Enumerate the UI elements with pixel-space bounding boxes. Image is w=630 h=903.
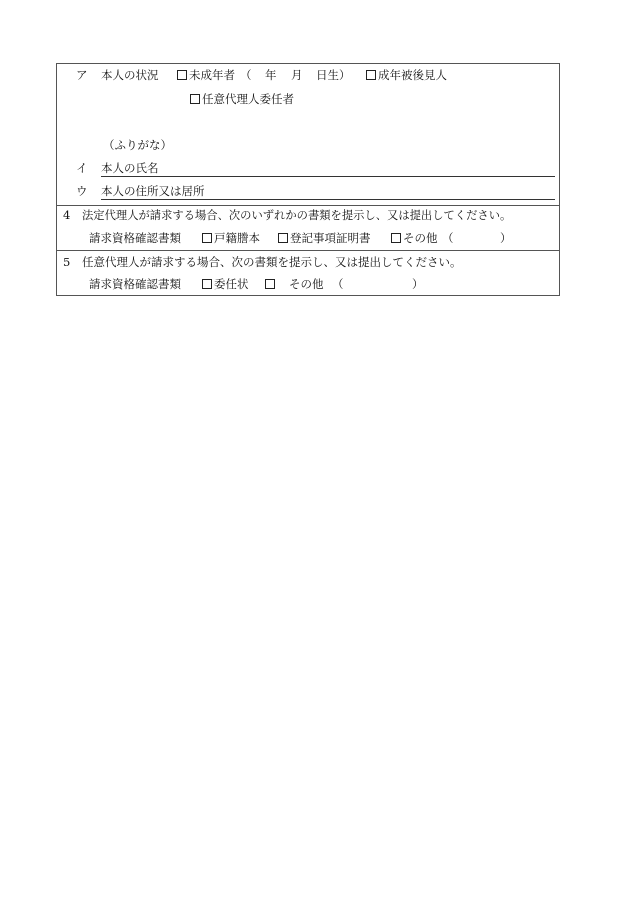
section-4-other-option-label: その他 — [403, 231, 438, 245]
birth-day-label: 日生） — [316, 68, 351, 82]
section-5-other-paren-close: ） — [412, 277, 424, 291]
address-field-underline[interactable] — [101, 199, 555, 200]
registry-certificate-option[interactable] — [278, 233, 371, 245]
section-4-doc-label: 請求資格確認書類 — [89, 231, 181, 245]
section-divider — [57, 250, 559, 251]
section-i-label: 本人の氏名 — [101, 161, 159, 175]
furigana-label: （ふりがな） — [103, 138, 172, 152]
section-4-number: 4 — [63, 208, 71, 222]
birth-open-paren: （ — [240, 68, 252, 82]
family-register-option[interactable] — [202, 233, 260, 245]
family-register-option-label: 戸籍謄本 — [214, 231, 260, 245]
section-5-other-checkbox[interactable] — [265, 279, 275, 289]
registry-certificate-checkbox[interactable] — [278, 233, 288, 243]
adult-ward-option[interactable] — [366, 70, 447, 82]
power-of-attorney-option[interactable] — [202, 279, 249, 291]
section-a-marker: ア — [76, 68, 88, 82]
birth-month-label: 月 — [291, 68, 303, 82]
section-4-other-paren-open: （ — [442, 231, 454, 245]
minor-option[interactable] — [177, 70, 235, 82]
birth-year-label: 年 — [265, 68, 277, 82]
adult-ward-checkbox[interactable] — [366, 70, 376, 80]
power-of-attorney-checkbox[interactable] — [202, 279, 212, 289]
section-i-marker: イ — [76, 161, 88, 175]
section-5-other-option-label: その他 — [289, 277, 324, 291]
section-5-doc-label: 請求資格確認書類 — [89, 277, 181, 291]
registry-certificate-option-label: 登記事項証明書 — [290, 231, 371, 245]
section-4-text: 法定代理人が請求する場合、次のいずれかの書類を提示し、又は提出してください。 — [82, 209, 512, 222]
section-5-other-paren-open: （ — [332, 277, 344, 291]
section-4-other-paren-close: ） — [500, 231, 512, 245]
adult-ward-option-label: 成年被後見人 — [378, 68, 447, 82]
power-of-attorney-option-label: 委任状 — [214, 277, 249, 291]
minor-option-label: 未成年者 — [189, 68, 235, 82]
agent-principal-option[interactable] — [190, 94, 294, 106]
family-register-checkbox[interactable] — [202, 233, 212, 243]
section-u-label: 本人の住所又は居所 — [101, 184, 205, 198]
section-divider — [57, 205, 559, 206]
agent-principal-option-label: 任意代理人委任者 — [202, 92, 294, 106]
section-5-text: 任意代理人が請求する場合、次の書類を提示し、又は提出してください。 — [82, 255, 462, 269]
section-u-marker: ウ — [76, 184, 88, 198]
section-5-other-option[interactable] — [265, 279, 277, 291]
section-5-number: 5 — [63, 255, 71, 269]
request-form-table — [56, 63, 560, 296]
section-4-other-option[interactable] — [391, 233, 438, 245]
name-field-underline[interactable] — [101, 176, 555, 177]
section-a-label: 本人の状況 — [101, 68, 159, 82]
section-4-other-checkbox[interactable] — [391, 233, 401, 243]
minor-checkbox[interactable] — [177, 70, 187, 80]
agent-principal-checkbox[interactable] — [190, 94, 200, 104]
